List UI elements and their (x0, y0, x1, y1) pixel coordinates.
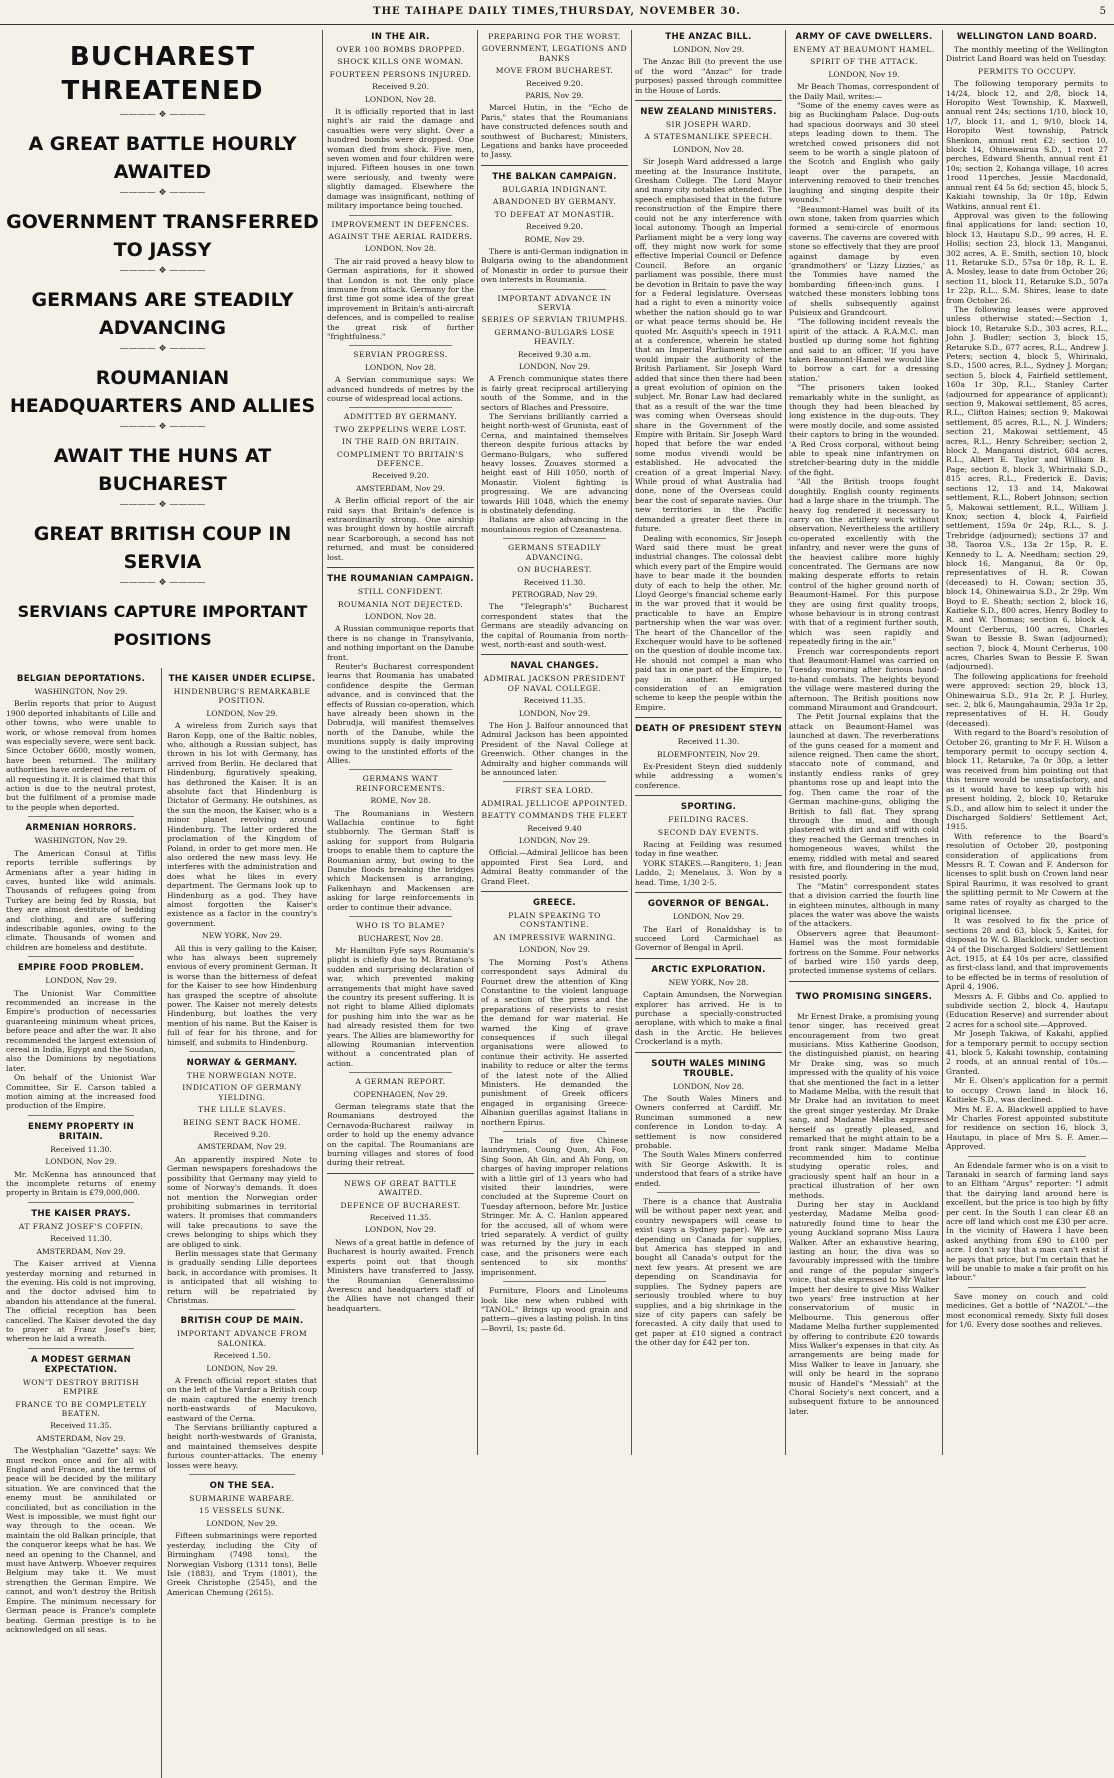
column-2 (327, 30, 474, 1455)
dateline: LONDON, Nov 29. (518, 361, 591, 371)
article-body: Observers agree that Beaumont-Hamel was the most formidable fortress on the Somme. Four networks of barbed wire 150 yards deep, protected immense systems of cellars. (789, 928, 939, 976)
article-heading: THE KAISER UNDER ECLIPSE. (168, 674, 316, 684)
sub-heading: NEWS OF GREAT BATTLE AWAITED. (344, 1178, 457, 1198)
article-body: Messrs A. F. Gibbs and Co. applied to subdivide section 2, block 4, Hautapu (Education Reserve) and surrender about 2 acres for a school site.—Approved. (946, 991, 1108, 1029)
article-heading: NAVAL CHANGES. (510, 661, 599, 672)
article-body: Mr. McKenna has announced that the incomplete returns of enemy property in Britain is £79,000,000. (6, 1169, 156, 1198)
divider (349, 916, 452, 917)
article-body: Berlin reports that prior to August 1900 deported inhabitants of Lille and other towns, who were unable to work, or whose removal from homes was especially severe, were sent back. Since October 6600, mostly women, have been returned. The military authorities have ordered the return of all requesting it. It is claimed that this action is due to the neutral protest, but the fulfilment of a promise made to the people when deported. (6, 699, 156, 812)
sub-heading: AN IMPRESSIVE WARNING. (493, 932, 616, 942)
divider (349, 1072, 452, 1073)
dateline: AMSTERDAM, Nov 29. (36, 1433, 126, 1443)
article-body: The Earl of Ronaldshay is to succeed Lord Carmichael as Governor of Bengal in April. (635, 924, 782, 953)
received-line: Received 9.20. (372, 82, 429, 92)
dateline: AMSTERDAM, Nov 29. (356, 483, 445, 493)
column-rule (785, 30, 786, 1455)
divider (657, 1192, 760, 1193)
banner-subheadline: GOVERNMENT TRANSFERRED TO JASSY (6, 211, 319, 261)
article-heading: A MODEST GERMAN EXPECTATION. (31, 1354, 131, 1375)
dateline: LONDON, Nov 28. (364, 244, 437, 254)
article-body: Captain Amundsen, the Norwegian explorer has arrived. He is to purchase a specially-constructed aeroplane, with which to make a final dash in the Arctic. He believes Crockerland is a myth. (635, 990, 782, 1047)
dateline: BLOEMFONTEIN, Nov 29. (657, 749, 760, 759)
divider (28, 1115, 134, 1116)
article-heading: THE KAISER PRAYS. (31, 1208, 131, 1219)
sub-heading: THE NORWEGIAN NOTE. (186, 1071, 298, 1081)
masthead-title: THE TAIHAPE DAILY TIMES,THURSDAY, NOVEMBER 30. (373, 6, 741, 17)
ornament-divider: ———— ❖ ———— (119, 344, 206, 354)
divider (189, 1051, 295, 1052)
article-body: The South Wales Miners conferred with Sir George Askwith. It is understood that fears of a strike have ended. (635, 1150, 782, 1188)
received-line: Received 9.20. (526, 78, 583, 88)
sub-heading: AGAINST THE AERIAL RAIDERS. (328, 231, 473, 241)
sub-heading: SIR JOSEPH WARD. (665, 120, 752, 130)
article-body: A wireless from Zurich says that Baron Kopp, one of the Baltic nobles, who, although a Russian subject, has thrown in his lot with Germany, has arrived from Berlin. He declared that Hindenburg, figuratively speaking, has dethroned the Kaiser. It is an absolute fact that Hindenburg is Dictator of Germany. He outshines, as the sun the moon, the Kaiser, who is a minor planet revolving around Hindenburg. The latter ordered the proclamation of the Kingdom of Poland, in order to get more men. He also ordered the new mass levy. He interferes with the administration and does what he likes in every department. The Germans look up to Hindenburg as a god. They have almost forgotten the Kaiser's existence as a factor in the country's government. (167, 721, 317, 928)
article-heading: BELGIAN DEPORTATIONS. (16, 674, 146, 684)
sub-heading: THE LILLE SLAVES. (198, 1105, 286, 1115)
article-body: The "Matin" correspondent states that a division carried the fourth line in eighteen minutes, although in many places the water was above the waists of the attackers. (789, 881, 939, 929)
column-rule (477, 30, 478, 1455)
divider (503, 1131, 606, 1132)
article-heading: ARMENIAN HORRORS. (25, 823, 137, 834)
article-body: Reuter's Bucharest correspondent learns that Roumania has unabated confidence despite the German advance, and is convinced that the effects of Russian co-operation, which have already been shown in the Dobrudja, will manifest themselves north of the Danube, while the munitions supply is daily improving owing to the unstinted efforts of the Allies. (327, 661, 474, 765)
column-5 (789, 30, 939, 1455)
column-rule (161, 668, 162, 1778)
article-body: A French official report states that on the left of the Vardar a British coup de main captured the enemy trench north-eastwards of Macukovo, eastward of the Cerna. (167, 1376, 317, 1423)
received-line: Received 11.30. (50, 1234, 112, 1244)
article-body: German telegrams state that the Roumanians destroyed the Cernavoda-Bucharest railway in order to hold up the enemy advance on the capital. The Roumanians are burning villages and stores of food during their retreat. (327, 1102, 474, 1168)
sub-heading: ADMITTED BY GERMANY. (343, 412, 458, 422)
divider (968, 1156, 1086, 1157)
divider (503, 289, 606, 290)
article-body: Marcel Hutin, in the "Echo de Paris," states that the Roumanians have constructed defences south and southwest of Bucharest; Ministers, Legations and banks have proceeded to Jassy. (481, 103, 628, 160)
divider (481, 654, 628, 655)
sub-heading: PREPARING FOR THE WORST. (488, 32, 621, 41)
divider (635, 958, 782, 959)
banner-subheadline: AWAIT THE HUNS AT BUCHAREST (53, 445, 272, 495)
sub-heading: PERMITS TO OCCUPY. (977, 66, 1077, 76)
sub-heading: BEING SENT BACK HOME. (182, 1117, 302, 1127)
article-body: Official.—Admiral Jellicoe has been appointed First Sea Lord, and Admiral Beatty commander of the Grand Fleet. (481, 848, 628, 886)
ornament-divider: ———— ❖ ———— (119, 422, 206, 432)
divider (349, 769, 452, 770)
article-body: The Servians brilliantly captured a height north-westwards of Granista, and maintained themselves despite furious counter-attacks. The enemy losses were heavy. (167, 1423, 317, 1470)
received-line: Received 1.50. (213, 1351, 271, 1361)
received-line: Received 9.20. (213, 1130, 271, 1140)
article-body: The Westphalian "Gazette" says: We must reckon once and for all with England and France, and the terms of peace will be decided by the military situation. We are convinced that the enemy must be annihilated or conciliated, but as conciliation in the West is impossible, we must fight our way through to the ocean. We maintain the old Balkan principle, that the conqueror keeps what he has. We need an opening to the Channel, and must have Antwerp. Whoever requires Belgium may take it. We must strengthen the German Empire. We cannot, and won't destroy the British Empire. The minimum necessary for German peace is France's complete beating. German prestige is to be acknowledged on all seas. (6, 1446, 156, 1634)
article-heading: EMPIRE FOOD PROBLEM. (18, 963, 144, 974)
received-line: Received 11.30. (677, 737, 740, 747)
sub-heading: BEATTY COMMANDS THE FLEET (481, 811, 628, 821)
article-body: It was resolved to fix the price of sections 28 and 63, block 5, Kaitei, for disposal to W. G. Blacklock, under section 24 of the Discharged Soldiers' Settlement Act, 1915, at £4 10s per acre, classified as first-class land, and that improvements to be effected be in terms of resolution of April 4, 1906. (946, 916, 1108, 992)
sub-heading: IMPORTANT ADVANCE FROM SALONIKA. (176, 1329, 308, 1348)
dateline: LONDON, Nov 29. (364, 1225, 437, 1235)
sub-heading: SECOND DAY EVENTS. (657, 827, 760, 837)
article-body: On behalf of the Unionist War Committee, Sir E. Carson tabled a motion aiming at the increased food production of the Empire. (6, 1073, 156, 1111)
column-6 (946, 30, 1108, 1455)
banner-headline: BUCHAREST THREATENED (61, 42, 264, 106)
dateline: PETROGRAD, Nov 29. (511, 589, 598, 599)
article-body: The "Telegraph's" Bucharest correspondent states that the Germans are steadily advancing on the capital of Roumania from north-west, north-east and south-west. (481, 602, 628, 649)
banner-subheadline: A GREAT BATTLE HOURLY AWAITED (28, 133, 297, 183)
article-body: The Petit Journal explains that the attack on Beaumont-Hamel was launched at dawn. The reverberations of the guns ceased for a moment and silence reigned. Then came the short, staccato note of command, and instantly endless ranks of grey phantoms rose up and leapt into the fog. Then came the roar of the German machine-guns, obliging the British to fall flat. They sprang through the mud, and though plastered with dirt and stiff with cold they reached the German trenches in homogeneous waves, whilst the enemy, riddled with metal and seared with fire, and floundering in the mud, resisted poorly. (789, 712, 939, 882)
dateline: LONDON, Nov 29. (206, 1363, 278, 1373)
sub-heading: ADMIRAL JACKSON PRESIDENT OF NAVAL COLLEGE. (483, 674, 626, 693)
article-body: Approval was given to the following final applications for land: section 10, block 13, Hautapu S.D., 99 acres, H. E. Hollis; section 23, block 13, Manganui, 302 acres, A. E. Smith, section 10, block 11, Retaruke S.D., 57sa 0r 18p, R. L. E. A. Mosley, lease to date from October 26; section 11, block 11, Retaruke S.D., 507a 1r 22p, R.L., S.M. Shires, lease to date from October 26. (946, 210, 1108, 305)
article-heading: TWO PROMISING SINGERS. (795, 991, 933, 1002)
divider (503, 1281, 606, 1282)
sub-heading: GERMANO-BULGARS LOSE HEAVILY. (494, 327, 615, 347)
article-heading: ARMY OF CAVE DWELLERS. (795, 32, 933, 42)
sub-heading: IMPROVEMENT IN DEFENCES. (331, 219, 470, 229)
divider (189, 1309, 295, 1310)
divider (635, 795, 782, 796)
advertisement: Save money on couch and cold medicines. Get a bottle of "NAZOL"—the most economical remedy. Sixty full doses for 1/6. Every dose soothes and relieves. (946, 1291, 1108, 1330)
sub-heading: HINDENBURG'S REMARKABLE POSITION. (173, 687, 311, 706)
dateline: NEW YORK, Nov 28. (668, 977, 749, 987)
article-body: "The following incident reveals the spirit of the attack. A R.A.M.C. man bustled up during some hot fighting and said to an officer, 'If you have taken Beaumont-Hamel we would like to borrow a cart for a dressing station.' (789, 317, 939, 383)
article-body: Racing at Feilding was resumed today in fine weather. (635, 840, 782, 859)
article-body: YORK STAKES.—Rangitero, 1; Jean Laddo, 2; Menelaus, 3. Won by a head. Time, 1/30 2-5. (635, 858, 782, 887)
divider (28, 816, 134, 817)
divider (635, 892, 782, 893)
article-heading: THE ROUMANIAN CAMPAIGN. (327, 574, 474, 585)
article-body: There is a chance that Australia will be without paper next year, and country newspapers will cease to exist (says a Sydney paper). We are depending on Canada for supplies, but America has stepped in and bought all Canada's output for the next few years. At present we are depending on Scandinavia for supplies. The Sydney papers are seriously troubled where to buy supplies, and a big shrinkage in the size of city papers can safely be forecasted. A city daily that used to get paper at £10 signed a contract the other day for £42 per ton. (635, 1197, 782, 1348)
article-body: "All the British troops fought doughtily. English county regiments had a large share in the triumph. The heavy fog rendered it necessary to carry on the artillery work without observation. Nevertheless the artillery co-operated excellently with the infantry, and never were the guns of the heaviest calibre more highly concentrated. The Germans are now making desperate efforts to retain control of the higher ground north of Beaumont-Hamel. For this purpose they are using first quality troops, whose behaviour is in strong contrast with that of a regiment further south, which was seen rapidly and repeatedly firing in the air." (789, 477, 939, 647)
sub-heading: SUBMARINE WARFARE. (189, 1494, 295, 1504)
divider (189, 1474, 295, 1475)
masthead (0, 0, 1114, 25)
received-line: Received 9.20. (526, 222, 583, 232)
article-body: The following temporary permits to 14/24, block 12, and 2/8, block 14, Horopito West Township, K. Maxwell, annual rent 24s; sections 1/10, block 10, 1/7, block 11, and 1, 9/10, block 14, Horopito West township, Patrick Shenkon, annual rent £2; section 10, block 14, Ohinewairua S.D., 1 root 27 perches, Edward Shenth, annual rent £1 10s; section 2, Kohanga village, 10 acres 1rood 11perches, Jessie Macdonald, annual rent £4 5s 6d; section 45, block 5, Kakiahi township, 3a 0r 18p, Edwin Watkins, annual rent £1. (946, 79, 1108, 211)
column-1b (167, 668, 317, 1778)
divider (349, 215, 452, 216)
divider (503, 538, 606, 539)
ornament-divider: ———— ❖ ———— (119, 110, 206, 120)
divider (28, 956, 134, 957)
article-body: Sir Joseph Ward addressed a large meeting at the Insurance Institute, Gresham College. The Lord Mayor and many city notables attended. The speech emphasised that in the future reconstruction of the Empire there could not be any interference with local autonomy. Though an Imperial Parliament might be a very long way off, they might now work for some effective Imperial Council or Defence Council. Before an organic parliament was possible, there must be devotion in Britain to pave the way for a Federal legislature. Overseas had a right to even a minority voice whether the nation should go to war or what peace terms should be. He quoted Mr. Asquith's speech in 1911 at a conference, wherein he stated that an Imperial Parliament scheme would impair the authority of the British Parliament. Sir Joseph Ward added that since then there had been a great evolution of opinion on the subject. Mr. Bonar Law had declared that as a result of the war the time was coming when Overseas should share in the Government of the Empire with Britain. Sir Joseph Ward hoped that before the war ended some modus vivendi would be established. He advocated the creation of a great Imperial Navy. While proud of what Australia had done, none of the Overseas could bear the cost of separate navies. Our new territories in the Pacific demanded a greater fleet there in future. (635, 157, 782, 534)
sub-heading: FOURTEEN PERSONS INJURED. (329, 69, 472, 79)
article-heading: WELLINGTON LAND BOARD. (956, 32, 1098, 42)
article-body: The Unionist War Committee recommended an increase in the Empire's production of necessaries guaranteeing minimum wheat prices, before peace and after the war. It also recommended the largest extension of cereal in India, Egypt and the Soudan, also the Dominions by negotiations later. (6, 988, 156, 1073)
article-body: The monthly meeting of the Wellington District Land Board was held on Tuesday. (946, 45, 1108, 64)
advertisement: Furniture, Floors and Linoleums look like new when rubbed with "TANOL." Brings up wood grain and pattern—gives a lasting polish. In tins —Bovril, 1s; paste 6d. (481, 1286, 628, 1333)
article-body: The following applications for freehold were approved: section 29, block 13, Ohinewairua S.D., 91a 2r, P. J. Hurley, sec. 2, blk 6, Maungahaumia, 293a 1r 2p, representatives of H. H. Goudy (deceased). (946, 671, 1108, 728)
received-line: Received 11.35. (523, 696, 586, 706)
dateline: WASHINGTON, Nov 29. (34, 687, 128, 696)
article-body: An Edendale farmer who is on a visit to Taranaki in search of farming land says to an Eltham "Argus" reporter: "I admit that the dairying land around here is excellent, but the price is too high by fifty per cent. In the South I can clear £8 an acre off land which cost me £30 per acre. In the vicinity of Hawera I have been asked anything from £90 to £100 per acre. I don't say that a man can't exist if he pays that price, but I'm certain that he will be unable to make a fair profit on his labour." (946, 1160, 1108, 1283)
article-heading: ARCTIC EXPLORATION. (651, 964, 766, 975)
subcolumns (6, 668, 319, 1778)
page-number: 5 (1099, 6, 1106, 17)
sub-heading: TWO ZEPPELINS WERE LOST. (334, 424, 467, 434)
article-body: Italians are also advancing in the mountainous region of Czeanastena. (481, 515, 628, 534)
article-body: Dealing with economics, Sir Joseph Ward said there must be great industrial changes. The colossal debt which every part of the Empire would have to bear made it the bounden duty of each to help the other. Mr. Lloyd George's financial scheme early in the war proved that it would be practicable to have an Empire partnership when the war was over. The heart of the Chancellor of the Exchequer would have to be softened on the question of double income tax. He should not compel a man who paid tax in one part of the Empire, to pay in another. He urged consideration of an emigration scheme to keep the people within the Empire. (635, 533, 782, 712)
sub-heading: 15 VESSELS SUNK. (199, 1506, 285, 1516)
column-rule (631, 30, 632, 1455)
article-body: Mr Joseph Takiwa, of Kakahi, applied for a temporary permit to occupy section 41, block 5, Kakahi township, containing 2 roods, at an annual rental of 10s.—Granted. (946, 1029, 1108, 1076)
article-body: A Servian communique says: We advanced hundreds of metres by the course of widespread local actions. (327, 375, 474, 403)
article-body: Mr Ernest Drake, a promising young tenor singer, has received great encouragement from two great musicians. Miss Katherine Goodson, the distinguished pianist, on hearing Mr Drake sing, was so much impressed with the quality of his voice that she mentioned the fact in a letter to Madame Melba, with the result that Mr Drake had an invitation to meet the great singer yesterday. Mr Drake sang, and Madame Melba expressed herself as greatly pleased, and remarked that he might attain to be a front rank singer. Madame Melba recommended him to continue studying operatic roles, and graciously spent half an hour in a practical illustration of her own methods. (789, 1011, 939, 1200)
banner-subheadline: ROUMANIAN HEADQUARTERS AND ALLIES (9, 367, 316, 417)
article-body: French war correspondents report that Beaumont-Hamel was carried on Tuesday morning after furious hand-to-hand combats. The heights beyond the village were mastered during the afternoon. The British positions now command Miraumont and Grandcourt. (789, 646, 939, 713)
received-line: Received 9.20. (372, 471, 429, 481)
article-heading: THE ANZAC BILL. (665, 32, 752, 42)
article-body: A French communique states there is fairly great reciprocal artillerying south of the Somme, and in the sectors of Blaches and Pressoire. (481, 374, 628, 412)
dateline: LONDON, Nov 29. (518, 945, 591, 955)
article-body: The following leases were approved unless otherwise stated:—Section 1, block 10, Retaruke S.D., 303 acres, R.L., John J. Budler; section 3, block 15, Retaruke S.D., 677 acres, R.L., Andrew J. Peters; section 4, block 5, Whirinaki, S.D., 1500 acres, R.L., Sydney J. Morgan; section 5, block 4, Fairfield settlement, 160a 1r 30p, R.L., Stanley Carter (adjourned for appearance of applicant); section 9, Makowai settlement, 85 acres, R.L., Clifton Haines; section 9, Makowai settlement, 85 acres, R.L., N. J. Winders; section 21, Makowai settlement, 45 acres, R.L., Henry Schreiber; section 2, block 2, Manganui district, 684 acres, R.L., Albert E. Taylor and William B. Page; section 8, block 3, Whirinaki S.D., 815 acres, R.L., Frederick E. Davis; sections 12, 13 and 14, Makowai settlement, R.L., Robert Johnson; section 5, Makowai settlement, R.L., William J. Knox; section 4, block 4, Fairfield settlement, 159a 0r 24p, R.L., S. J. Trebridge (adjourned); sections 37 and 38, Taoroa V.S., 13a 2r 15p, R. E. Kennedy to L. A. Needham; section 29, block 16, Manganui, 8a 0r 0p, representatives of H. R. Cowan (deceased) to H. Cowan; section 35, block 14, Ohinewairua S.D., 2r 29p, Wm Boyd to E. Sheath; section 2, block 16, Kaitieke S.D., 800 acres, Henry Bodley to R. and W. Thomas; section 6, block 4, Mount Cerberus, 100 acres, Charles Swan to Bessie B. Swan (adjourned); section 7, block 4, Mount Cerberus, 100 acres, Charles Swan to Bessie F. Swan (adjourned). (946, 304, 1108, 672)
dateline: LONDON, Nov 29. (206, 708, 278, 718)
sub-heading: MOVE FROM BUCHAREST. (495, 66, 614, 76)
article-body: The Anzac Bill (to prevent the use of the word "Anzac" for trade purposes) passed through committee in the House of Lords. (635, 57, 782, 95)
dateline: ROME, Nov 29. (524, 234, 585, 244)
dateline: LONDON, Nov 19. (828, 69, 900, 79)
divider (503, 781, 606, 782)
article-body: The Kaiser arrived at Vienna yesterday morning and returned in the evening. His cold is not improving, and the doctor advised him to abandon his attendance at the funeral. The official reception has been cancelled. The Kaiser devoted the day to prayer at Franz Josef's bier, whereon he laid a wreath. (6, 1259, 156, 1344)
banner-subheadline: SERVIANS CAPTURE IMPORTANT POSITIONS (17, 602, 308, 649)
sub-heading: TO DEFEAT AT MONASTIR. (494, 209, 615, 219)
article-heading: NORWAY & GERMANY. (186, 1058, 298, 1069)
sub-heading: FRANCE TO BE COMPLETELY BEATEN. (15, 1399, 147, 1418)
article-body: All this is very galling to the Kaiser, who has always been supremely envious of every prominent German. It is worse than the bitterness of defeat for the Kaiser to see how Hindenburg has grasped the sceptre of absolute power. The Kaiser not merely detests Hindenburg, but loathes the very mention of his name. But the Kaiser is full of fear for his throne, and for himself, and submits to Hindenburg. (167, 943, 317, 1047)
divider (481, 891, 628, 892)
article-body: The Roumanians in Western Wallachia continue to fight stubbornly. The German Staff is asking for support from Bulgaria troops to enable them to capture the Roumanian army, but owing to the Danube floods breaking the bridges which Mackensen is arranging, Falkenhayn and Mackensen are asking for large reinforcements in order to continue their advance. (327, 808, 474, 912)
article-heading: ON THE SEA. (209, 1481, 275, 1492)
divider (635, 100, 782, 101)
divider (635, 1052, 782, 1053)
sub-heading: SERVIAN PROGRESS. (353, 350, 448, 360)
sub-heading: PLAIN SPEAKING TO CONSTANTINE. (508, 911, 601, 930)
dateline: LONDON, Nov 29. (672, 912, 745, 922)
received-line: Received 11.30. (50, 1144, 112, 1154)
sub-heading: DEFENCE OF BUCHAREST. (340, 1200, 461, 1210)
column-1 (6, 30, 319, 1634)
article-body: The Morning Post's Athens correspondent says Admiral du Fournet drew the attention of King Constantine to the violent language of a section of the press and the preparations of reservists to resist the demand for war material. He warned the King of grave consequences if such illegal organisations were allowed to continue their activity. He asserted inability to reduce or alter the terms of the latest note of the Allied Ministers. He demanded the punishment of Greek officers engaged in organising Greece-Albanian guerillas against Italians in northern Epirus. (481, 957, 628, 1127)
article-body: A Berlin official report of the air raid says that Britain's defence is extraordinarily strong. One airship was brought down by hostile aircraft near Scarborough, a second has not returned, and must be considered lost. (327, 496, 474, 562)
column-rule (322, 30, 323, 1455)
dateline: COPENHAGEN, Nov 29. (353, 1089, 448, 1099)
dateline: LONDON, Nov 29. (518, 836, 591, 846)
received-line: Received 11.30. (523, 577, 586, 587)
dateline: PARIS, Nov 29. (525, 91, 584, 101)
sub-heading: STILL CONFIDENT. (357, 587, 444, 597)
article-body: The Hon J. Balfour announced that Admiral Jackson has been appointed President of the Naval College at Greenwich. Other changes in the Admiralty and higher commands will be announced later. (481, 720, 628, 777)
column-3 (481, 30, 628, 1455)
article-body: Ex-President Steyn died suddenly while addressing a women's conference. (635, 762, 782, 790)
dateline: LONDON, Nov 29. (206, 1518, 278, 1528)
column-rule (942, 30, 943, 1455)
sub-heading: GERMANS WANT REINFORCEMENTS. (355, 774, 446, 793)
article-body: "The prisoners taken looked remarkably white in the sunlight, as though they had been bleached by long existence in the dug-outs. They were mostly docile, and some assisted their captors to bring in the wounded. 'A Red Cross corporal, without being able to speak nine infantrymen on stretcher-bearing duty in the middle of the fight. (789, 383, 939, 477)
article-body: The South Wales Miners and Owners conferred at Cardiff. Mr. Runciman summoned a new conference in London to-day. A settlement is now considered probable. (635, 1093, 782, 1150)
article-heading: IN THE AIR. (371, 32, 430, 42)
sub-heading: WHO IS TO BLAME? (356, 921, 445, 931)
sub-heading: AT FRANZ JOSEF'S COFFIN. (18, 1221, 144, 1231)
article-body: Fifteen submarinings were reported yesterday, including the City of Birmingham (7498 tons), the Norwegian Visborg (1311 tons), Belle Isle (1883), and Trym (1801), the Greek Christophe (2545), and the American Chemung (2615). (167, 1531, 317, 1597)
article-heading: NEW ZEALAND MINISTERS. (640, 107, 777, 118)
sub-heading: ABANDONED BY GERMANY. (492, 197, 617, 207)
article-body: Mr Hamilton Fyfe says Roumania's plight is chiefly due to M. Bratiano's sudden and surprising declaration of war, which prevented making arrangements that might have saved the country its present suffering. It is not right to blame Allied diplomats for pushing him into the war as he had already resisted them for two years. The Allies are blameworthy for allowing Roumanian intervention without a concentrated plan of action. (327, 945, 474, 1068)
article-heading: SOUTH WALES MINING TROUBLE. (651, 1058, 766, 1079)
sub-heading: COMPLIMENT TO BRITAIN'S DEFENCE. (337, 449, 464, 469)
article-body: The air raid proved a heavy blow to German aspirations, for it showed that London is not the only place immune from attack. Germany for the first time got some idea of the great improvement in Britain's anti-aircraft defences, and is compelled to realise the great risk of further "frightfulness." (327, 256, 474, 341)
dateline: AMSTERDAM, Nov 29. (197, 1142, 287, 1152)
article-body: "Beaumont-Hamel was built of its own stone, taken from quarries which formed a semi-circle of enormous caverns. The caverns are covered with stone so effectively that they are proof against damage by even 'grandmothers' or 'Lizzy Lizzies,' as the Tommies have named the bombarding fifteen-inch guns. I watched these monsters lobbing tons of shells subsequently against Puisieux and Grandcourt. (789, 204, 939, 317)
dateline: BUCHAREST, Nov 28. (357, 933, 444, 943)
article-body: "Some of the enemy caves were as big as Buckingham Palace. Dug-outs had spacious doorways and 30 steel steps leading down to them. The wretched cowed prisoners did not seem to be worth a single platoon of the Scotch and English who gaily leapt over the parapets, an intervening removed to their trenches laughing and singing despite their wounds." (789, 101, 939, 205)
divider (327, 567, 474, 568)
received-line: Received 11.35. (50, 1421, 112, 1431)
article-heading: GREECE. (533, 898, 576, 909)
sub-heading: SERIES OF SERVIAN TRIUMPHS. (481, 315, 628, 325)
dateline: LONDON, Nov 29. (672, 45, 745, 54)
article-heading: ENEMY PROPERTY IN BRITAIN. (28, 1121, 134, 1142)
sub-heading: INDICATION OF GERMANY YIELDING. (182, 1083, 302, 1102)
sub-heading: ENEMY AT BEAUMONT HAMEL. (793, 45, 935, 54)
article-body: There is anti-German indignation in Bulgaria owing to the abandonment of Monastir in order to pursue their own interests in Roumania. (481, 246, 628, 285)
dateline: WASHINGTON, Nov 29. (34, 836, 128, 846)
sub-heading: OVER 100 BOMBS DROPPED. (336, 45, 465, 54)
sub-heading: GOVERNMENT, LEGATIONS AND BANKS (481, 44, 628, 63)
article-heading: SPORTING. (680, 802, 737, 813)
sub-heading: IN THE RAID ON BRITAIN. (341, 437, 460, 447)
ornament-divider: ———— ❖ ———— (119, 578, 206, 588)
article-heading: BRITISH COUP DE MAIN. (180, 1316, 304, 1327)
sub-heading: A GERMAN REPORT. (355, 1077, 446, 1087)
dateline: LONDON, Nov 29. (45, 976, 117, 986)
sub-heading: SPIRIT OF THE ATTACK. (810, 57, 918, 67)
article-body: The Servians brilliantly carried a height north-west of Grunista, east of Cerna, and maintained themselves thereon despite furious attacks by Germano-Bulgars, who suffered heavy losses. Zouaves stormed a height east of Hill 1050, north of Monastir. Violent fighting is progressing. We are advancing towards Hill 1048, which the enemy is obstinately defending. (481, 412, 628, 516)
dateline: LONDON, Nov 28. (672, 1081, 745, 1091)
sub-heading: ROUMANIA NOT DEJECTED. (337, 599, 464, 609)
sub-heading: ADMIRAL JELLICOE APPOINTED. (481, 798, 628, 808)
article-body: Berlin messages state that Germany is gradually sending Lille deportees back, in accordance with promises. It is anticipated that all wishing to return will be repatriated by Christmas. (167, 1248, 317, 1305)
article-body: With reference to the Board's resolution of October 20, postponing consideration of applications from Messrs R. T. Cowan and F. Anderson for licenses to split bush on Crown land near Spiral Raurimu, it was resolved to grant the splitting permit to Mr Cowern at the same rates of royalty as charged to the original licensee. (946, 831, 1108, 916)
dateline: NEW YORK, Nov 29. (202, 931, 282, 941)
article-body: The American Consul at Tiflis reports terrible sufferings by Armenians after a year hiding in caves, hunted like wild animals. Thousands of refugees going from Turkey are being fed by Russia, but they are almost destitute of bedding and clothing, and are suffering indescribable agonies, owing to the climate. Thousands of women and children are homeless and destitute. (6, 848, 156, 952)
divider (789, 981, 939, 982)
divider (635, 717, 782, 718)
article-heading: THE BALKAN CAMPAIGN. (492, 171, 617, 182)
article-body: The trials of five Chinese laundrymen, Coung Quon, Ah Foo, Sing Soon, Ah Gin, and Ah Fong, on charges of having improper relations with a little girl of 13 years who had visited their laundries, were concluded at the Supreme Court on Tuesday afternoon, before Mr. Justice Stringer. Mr. A. C. Hanlon appeared for the accused, all of whom were tried separately. A verdict of guilty was returned by the jury in each case, and the prisoners were each sentenced to six months' imprisonment. (481, 1136, 628, 1277)
dateline: LONDON, Nov 28. (364, 611, 437, 621)
article-heading: GOVERNOR OF BENGAL. (647, 899, 770, 910)
divider (481, 165, 628, 166)
divider (349, 345, 452, 346)
article-body: News of a great battle in defence of Bucharest is hourly awaited. French experts point out that though Ministers have transferred to Jassy, the Roumanian Generalissimo Averescu and headquarters staff of the Allies have not changed their headquarters. (327, 1237, 474, 1313)
ornament-divider: ———— ❖ ———— (119, 188, 206, 198)
article-body: It is officially reported that in last night's air raid the damage and casualties were very slight. Over a hundred bombs were dropped. One woman died from shock. Five men, seven women and four children were injured. Fifteen houses in one town were seriously, and twenty were slightly damaged. Elsewhere the damage was insignificant, nothing of military importance being touched. (327, 107, 474, 211)
dateline: LONDON, Nov 28. (364, 362, 437, 372)
divider (28, 1202, 134, 1203)
ornament-divider: ———— ❖ ———— (119, 266, 206, 276)
sub-heading: GERMANS STEADILY ADVANCING. (508, 543, 601, 562)
banner-subheadline: GREAT BRITISH COUP IN SERVIA (33, 523, 292, 573)
received-line: Received 9.40 (527, 823, 582, 833)
article-body: With regard to the Board's resolution of October 26, granting to Mr F. H. Wilson a temporary permit to occupy section 4, block 11, Retaruke, 7a 0r 30p, a letter was received from him pointing out that this tenure would be unsatisfactory, and as it would have to keep up with his present holding, 2, block 10, Retaruke S.D., and allow him to select it under the Discharged Soldiers' Settlement Act, 1915. (946, 728, 1108, 832)
sub-heading: ON BUCHAREST. (517, 565, 592, 575)
article-body: Mrs M. E. A. Blackwell applied to have Mr Charles Forest appointed substitute for residence on section 16, block 3, Hautapu, in place of Mrs S. F. Amer.—Approved. (946, 1104, 1108, 1152)
article-body: An apparently inspired Note to German newspapers foreshadows the possibility that Germany may yield to some of Norway's demands. It does not mention the Norwegian order prohibiting submarines in territorial waters. It promises that commanders will take precautions to save the crews belonging to ships which they are obliged to sink. (167, 1154, 317, 1249)
sub-heading: WON'T DESTROY BRITISH EMPIRE (22, 1377, 140, 1397)
dateline: LONDON, Nov 29. (45, 1157, 117, 1167)
divider (349, 407, 452, 408)
sub-heading: SHOCK KILLS ONE WOMAN. (337, 57, 464, 67)
dateline: LONDON, Nov 29. (518, 708, 591, 718)
dateline: LONDON, Nov 28. (364, 94, 437, 104)
banner-subheadline: GERMANS ARE STEADILY ADVANCING (31, 289, 294, 339)
dateline: AMSTERDAM, Nov 29. (36, 1246, 126, 1256)
ornament-divider: ———— ❖ ———— (119, 500, 206, 510)
sub-heading: A STATESMANLIKE SPEECH. (644, 132, 773, 142)
article-body: During her stay in Auckland yesterday, Madame Melba good-naturedly found time to hear the young Auckland soprano Miss Laura Walker. After an exhaustive hearing, lasting an hour, the diva was so favourably impressed with the timbre and range of the popular singer's voice, that she expressed to Mr Walter Impett her desire to give Miss Walker two years' free instruction at her conservatorium of music in Melbourne. This generous offer Madame Melba further supplemented by offering to contribute £20 towards Miss Walker's expenses in that city. As arrangements are being made for Miss Walker to leave in January, she will only be heard in the soprano music of Handel's "Messiah" at the Choral Society's next concert, and a subsequent fixture to be announced later. (789, 1199, 939, 1416)
sub-heading: IMPORTANT ADVANCE IN SERVIA (497, 293, 612, 312)
received-line: Received 9.30 a.m. (517, 349, 592, 359)
sub-heading: FEILDING RACES. (668, 815, 749, 825)
sub-heading: FIRST SEA LORD. (515, 786, 594, 796)
divider (327, 1173, 474, 1174)
dateline: LONDON, Nov 28. (672, 144, 745, 154)
dateline: ROME, Nov 28. (370, 796, 431, 806)
received-line: Received 11.35. (369, 1213, 432, 1223)
article-body: Mr Beach Thomas, correspondent of the Daily Mail, writes:— (789, 82, 939, 101)
divider (28, 1348, 134, 1349)
column-4 (635, 30, 782, 1455)
sub-heading: BULGARIA INDIGNANT. (502, 184, 607, 194)
article-heading: DEATH OF PRESIDENT STEYN (635, 724, 782, 735)
article-body: A Russian communique reports that there is no change in Transylvania, and nothing important on the Danube front. (327, 624, 474, 662)
column-1a (6, 668, 156, 1778)
article-body: Mr E. Olsen's application for a permit to occupy Crown land in block 16, Kaitieke S.D., was declined. (946, 1076, 1108, 1105)
divider (968, 1287, 1086, 1288)
